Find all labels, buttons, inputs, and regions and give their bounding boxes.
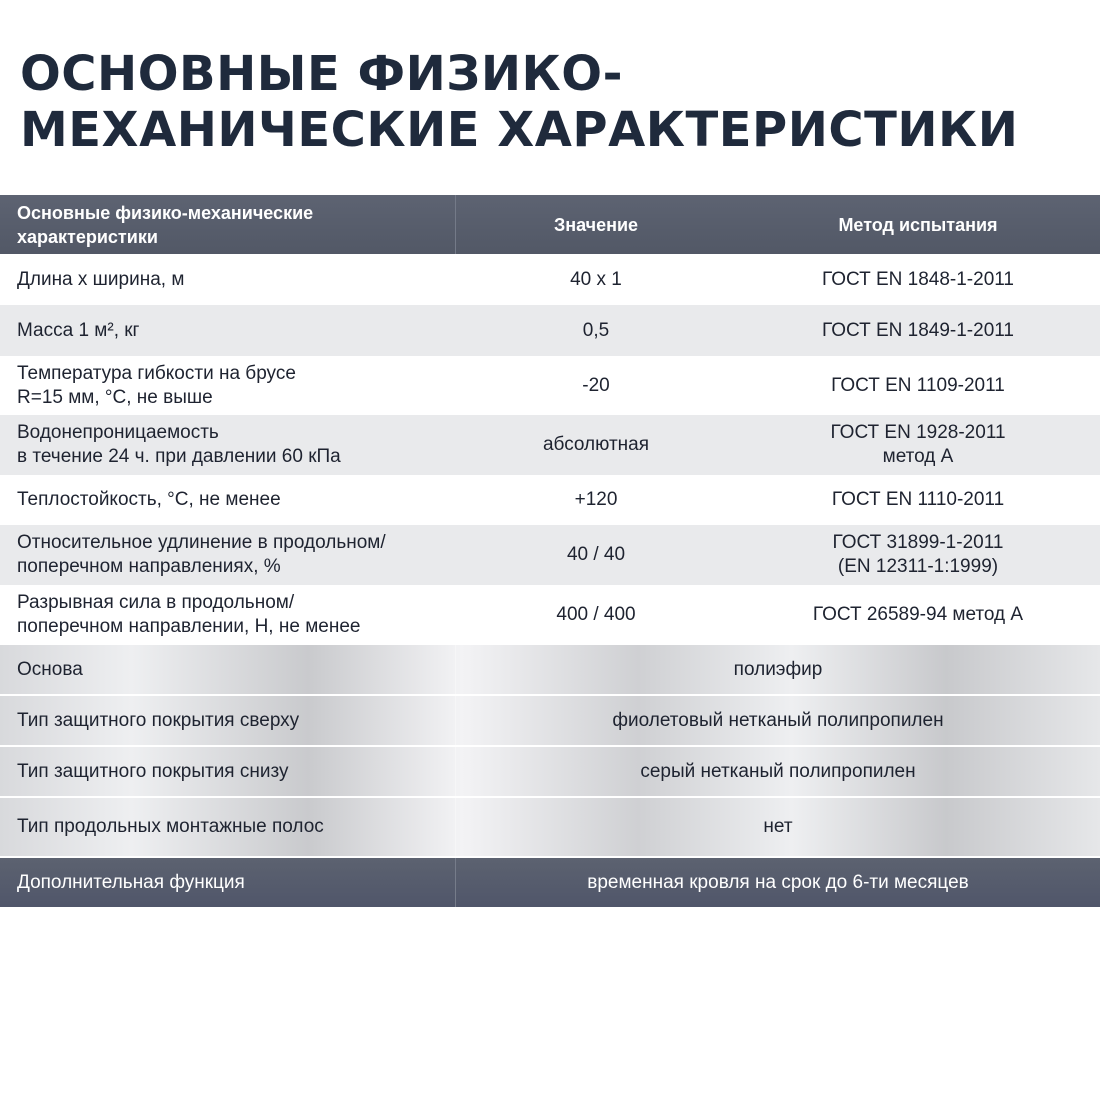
row-property-line-2: в течение 24 ч. при давлении 60 кПа bbox=[17, 446, 341, 467]
row-property: Длина х ширина, м bbox=[17, 268, 185, 290]
table-row bbox=[0, 525, 1100, 585]
row-value: 0,5 bbox=[582, 319, 610, 341]
table-row bbox=[0, 254, 1100, 305]
table-row bbox=[0, 475, 1100, 525]
page-title-line-2: МЕХАНИЧЕСКИЕ ХАРАКТЕРИСТИКИ bbox=[20, 102, 1019, 158]
row-value: 40 / 40 bbox=[566, 544, 626, 565]
row-method bbox=[736, 525, 1100, 585]
row-method-line-1: ГОСТ 31899-1-2011 bbox=[832, 532, 1004, 553]
row-property bbox=[0, 415, 456, 475]
table-row bbox=[0, 305, 1100, 356]
table-row bbox=[0, 356, 1100, 415]
table-header-row bbox=[0, 195, 1100, 254]
row-value: абсолютная bbox=[542, 434, 650, 455]
row-value: -20 bbox=[582, 374, 610, 396]
row-method: ГОСТ EN 1849-1-2011 bbox=[822, 319, 1014, 341]
row-value: временная кровля на срок до 6-ти месяцев bbox=[587, 871, 969, 893]
table-row bbox=[0, 415, 1100, 475]
row-value: 400 / 400 bbox=[556, 604, 636, 625]
table-row bbox=[0, 696, 1100, 745]
characteristics-table bbox=[0, 195, 1100, 907]
row-property-line-2: поперечном направлениях, % bbox=[17, 556, 281, 577]
row-value: +120 bbox=[574, 489, 618, 510]
row-value: фиолетовый нетканый полипропилен bbox=[612, 709, 944, 731]
table-row bbox=[0, 747, 1100, 796]
row-property: Масса 1 м², кг bbox=[17, 319, 140, 341]
row-property: Основа bbox=[0, 645, 456, 694]
header-property: Основные физико-механические характеристики bbox=[0, 195, 456, 254]
row-property-line-2: поперечном направлении, Н, не менее bbox=[17, 616, 361, 637]
row-property: Тип защитного покрытия сверху bbox=[0, 696, 456, 745]
row-property: Теплостойкость, °С, не менее bbox=[17, 489, 281, 510]
row-property-line-1: Разрывная сила в продольном/ bbox=[17, 592, 295, 613]
row-property bbox=[0, 525, 456, 585]
row-value: 40 х 1 bbox=[570, 268, 622, 290]
row-property-line-1: Относительное удлинение в продольном/ bbox=[17, 532, 386, 553]
table-row bbox=[0, 585, 1100, 645]
header-value: Значение bbox=[553, 214, 639, 235]
row-property: Тип продольных монтажные полос bbox=[0, 798, 456, 856]
page-title-line-1: ОСНОВНЫЕ ФИЗИКО- bbox=[20, 46, 624, 102]
row-method: ГОСТ 26589-94 метод А bbox=[812, 604, 1024, 625]
table-row bbox=[0, 645, 1100, 694]
row-property-line-1: Водонепроницаемость bbox=[17, 422, 219, 443]
row-method: ГОСТ EN 1109-2011 bbox=[831, 374, 1005, 396]
row-property-line-1: Температура гибкости на брусе bbox=[17, 362, 296, 384]
row-property bbox=[0, 585, 456, 645]
row-method: ГОСТ EN 1848-1-2011 bbox=[822, 268, 1014, 290]
row-property: Тип защитного покрытия снизу bbox=[0, 747, 456, 796]
row-value: нет bbox=[763, 816, 793, 837]
row-property bbox=[0, 356, 456, 415]
table-row bbox=[0, 858, 1100, 907]
row-property: Дополнительная функция bbox=[0, 858, 456, 907]
table-row bbox=[0, 798, 1100, 856]
page-title bbox=[20, 46, 1090, 158]
row-property-line-2: R=15 мм, °С, не выше bbox=[17, 386, 213, 408]
row-method bbox=[736, 415, 1100, 475]
row-method: ГОСТ EN 1110-2011 bbox=[831, 489, 1005, 510]
row-value: серый нетканый полипропилен bbox=[640, 760, 916, 782]
header-method: Метод испытания bbox=[838, 214, 998, 235]
row-method-line-2: (EN 12311-1:1999) bbox=[837, 556, 999, 577]
row-value: полиэфир bbox=[733, 658, 823, 680]
row-method-line-1: ГОСТ EN 1928-2011 bbox=[830, 422, 1006, 443]
row-method-line-2: метод А bbox=[882, 446, 954, 467]
